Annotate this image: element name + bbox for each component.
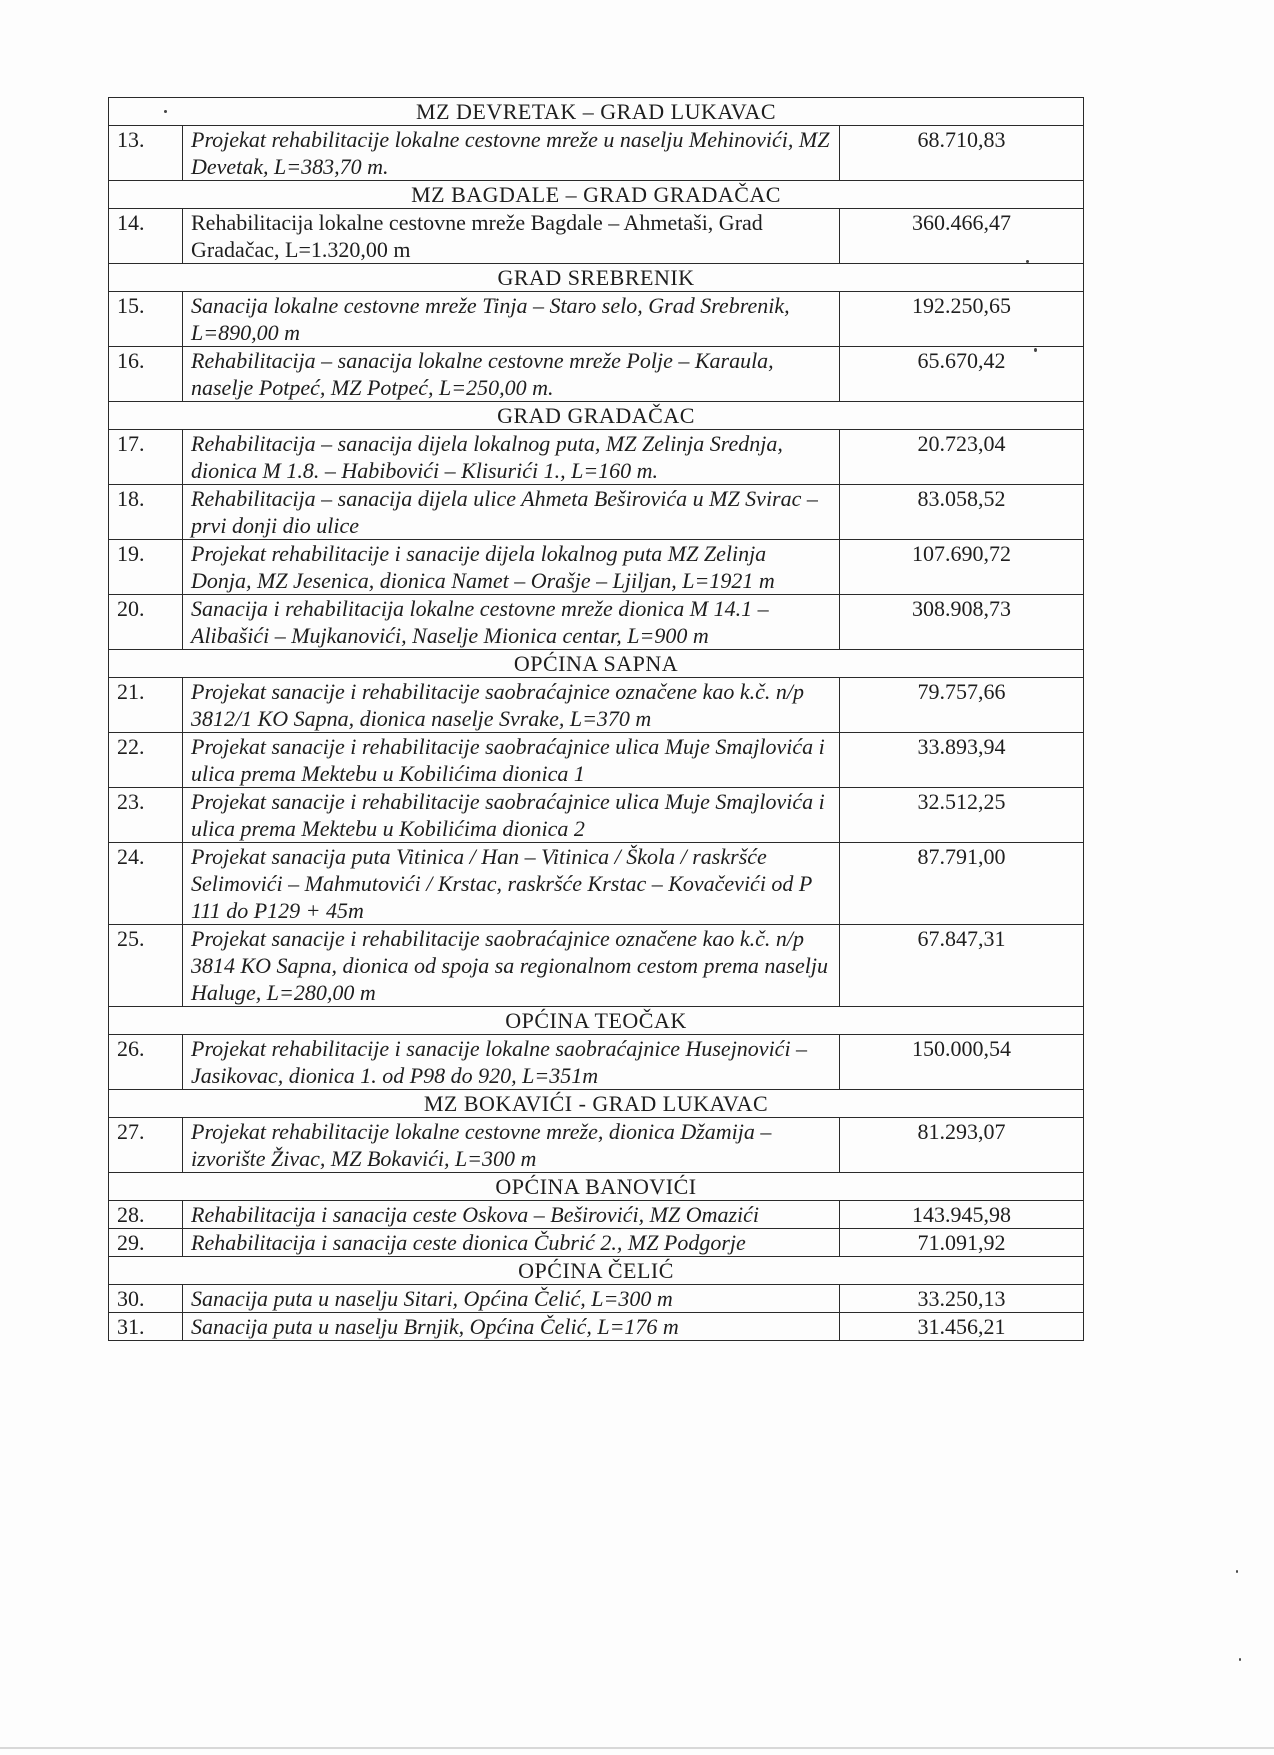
project-amount: 192.250,65	[840, 292, 1084, 347]
section-heading: GRAD GRADAČAC	[109, 402, 1084, 430]
project-amount: 68.710,83	[840, 126, 1084, 181]
table-row	[109, 540, 1084, 595]
section-header-row	[109, 650, 1084, 678]
section-heading: OPĆINA SAPNA	[109, 650, 1084, 678]
table-row	[109, 678, 1084, 733]
table-row	[109, 1285, 1084, 1313]
project-description: Sanacija i rehabilitacija lokalne cestovne mreže dionica M 14.1 – Alibašići – Mujkanovići, Naselje Mionica centar, L=900 m	[183, 595, 840, 650]
table-row	[109, 1118, 1084, 1173]
section-header-row	[109, 1257, 1084, 1285]
row-number: 16.	[109, 347, 183, 402]
section-header-row	[109, 1007, 1084, 1035]
project-amount: 308.908,73	[840, 595, 1084, 650]
table-row	[109, 126, 1084, 181]
project-description: Rehabilitacija – sanacija dijela ulice Ahmeta Beširovića u MZ Svirac – prvi donji dio ulice	[183, 485, 840, 540]
table-row	[109, 209, 1084, 264]
projects-table	[108, 97, 1084, 1341]
row-number: 18.	[109, 485, 183, 540]
section-header-row	[109, 98, 1084, 126]
scan-speck	[1236, 1570, 1238, 1573]
project-description: Projekat sanacije i rehabilitacije saobraćajnice ulica Muje Smajlovića i ulica prema Mektebu u Kobilićima dionica 1	[183, 733, 840, 788]
section-header-row	[109, 181, 1084, 209]
row-number: 13.	[109, 126, 183, 181]
scan-speck	[1239, 1658, 1241, 1661]
project-amount: 83.058,52	[840, 485, 1084, 540]
table-row	[109, 1201, 1084, 1229]
table-row	[109, 733, 1084, 788]
row-number: 17.	[109, 430, 183, 485]
row-number: 25.	[109, 925, 183, 1007]
table-row	[109, 788, 1084, 843]
scan-speck	[164, 110, 167, 113]
project-description: Rehabilitacija – sanacija lokalne cestovne mreže Polje – Karaula, naselje Potpeć, MZ Potpeć, L=250,00 m.	[183, 347, 840, 402]
row-number: 21.	[109, 678, 183, 733]
table-row	[109, 843, 1084, 925]
project-description: Projekat sanacije i rehabilitacije saobraćajnice ulica Muje Smajlovića i ulica prema Mektebu u Kobilićima dionica 2	[183, 788, 840, 843]
project-description: Rehabilitacija – sanacija dijela lokalnog puta, MZ Zelinja Srednja, dionica M 1.8. – Habibovići – Klisurići 1., L=160 m.	[183, 430, 840, 485]
project-description: Rehabilitacija i sanacija ceste Oskova – Beširovići, MZ Omazići	[183, 1201, 840, 1229]
project-description: Projekat rehabilitacije i sanacije lokalne saobraćajnice Husejnovići – Jasikovac, dionica 1. od P98 do 920, L=351m	[183, 1035, 840, 1090]
section-header-row	[109, 1090, 1084, 1118]
section-heading: MZ BOKAVIĆI - GRAD LUKAVAC	[109, 1090, 1084, 1118]
project-description: Projekat sanacija puta Vitinica / Han – Vitinica / Škola / raskršće Selimovići – Mahmutovići / Krstac, raskršće Krstac – Kovačevići od P 111 do P129 + 45m	[183, 843, 840, 925]
section-header-row	[109, 402, 1084, 430]
project-amount: 20.723,04	[840, 430, 1084, 485]
row-number: 23.	[109, 788, 183, 843]
project-description: Projekat rehabilitacije lokalne cestovne mreže, dionica Džamija – izvorište Živac, MZ Bokavići, L=300 m	[183, 1118, 840, 1173]
row-number: 29.	[109, 1229, 183, 1257]
row-number: 31.	[109, 1313, 183, 1341]
project-amount: 360.466,47	[840, 209, 1084, 264]
table-row	[109, 925, 1084, 1007]
table-row	[109, 292, 1084, 347]
project-amount: 71.091,92	[840, 1229, 1084, 1257]
project-description: Sanacija puta u naselju Brnjik, Općina Čelić, L=176 m	[183, 1313, 840, 1341]
project-amount: 143.945,98	[840, 1201, 1084, 1229]
row-number: 22.	[109, 733, 183, 788]
scan-edge	[0, 1747, 1274, 1749]
project-amount: 67.847,31	[840, 925, 1084, 1007]
row-number: 19.	[109, 540, 183, 595]
table-row	[109, 1229, 1084, 1257]
section-heading: OPĆINA BANOVIĆI	[109, 1173, 1084, 1201]
row-number: 20.	[109, 595, 183, 650]
section-header-row	[109, 1173, 1084, 1201]
section-heading: MZ BAGDALE – GRAD GRADAČAC	[109, 181, 1084, 209]
project-description: Projekat sanacije i rehabilitacije saobraćajnice označene kao k.č. n/p 3812/1 KO Sapna, dionica naselje Svrake, L=370 m	[183, 678, 840, 733]
section-heading: MZ DEVRETAK – GRAD LUKAVAC	[109, 98, 1084, 126]
table-row	[109, 1313, 1084, 1341]
scan-speck	[1026, 260, 1029, 263]
project-amount: 79.757,66	[840, 678, 1084, 733]
row-number: 30.	[109, 1285, 183, 1313]
row-number: 28.	[109, 1201, 183, 1229]
table-row	[109, 595, 1084, 650]
project-amount: 33.250,13	[840, 1285, 1084, 1313]
table-row	[109, 485, 1084, 540]
project-amount: 31.456,21	[840, 1313, 1084, 1341]
project-description: Projekat rehabilitacije i sanacije dijela lokalnog puta MZ Zelinja Donja, MZ Jesenica, dionica Namet – Orašje – Ljiljan, L=1921 m	[183, 540, 840, 595]
project-description: Projekat sanacije i rehabilitacije saobraćajnice označene kao k.č. n/p 3814 KO Sapna, dionica od spoja sa regionalnom cestom prema naselju Haluge, L=280,00 m	[183, 925, 840, 1007]
project-amount: 107.690,72	[840, 540, 1084, 595]
project-amount: 150.000,54	[840, 1035, 1084, 1090]
project-amount: 32.512,25	[840, 788, 1084, 843]
scan-speck	[1034, 348, 1037, 352]
row-number: 14.	[109, 209, 183, 264]
project-description: Rehabilitacija lokalne cestovne mreže Bagdale – Ahmetaši, Grad Gradačac, L=1.320,00 m	[183, 209, 840, 264]
project-amount: 87.791,00	[840, 843, 1084, 925]
section-heading: OPĆINA ČELIĆ	[109, 1257, 1084, 1285]
table-row	[109, 347, 1084, 402]
row-number: 27.	[109, 1118, 183, 1173]
row-number: 15.	[109, 292, 183, 347]
table-row	[109, 1035, 1084, 1090]
section-header-row	[109, 264, 1084, 292]
project-amount: 81.293,07	[840, 1118, 1084, 1173]
project-description: Sanacija lokalne cestovne mreže Tinja – Staro selo, Grad Srebrenik, L=890,00 m	[183, 292, 840, 347]
table-row	[109, 430, 1084, 485]
row-number: 26.	[109, 1035, 183, 1090]
project-description: Projekat rehabilitacije lokalne cestovne mreže u naselju Mehinovići, MZ Devetak, L=383,70 m.	[183, 126, 840, 181]
project-amount: 65.670,42	[840, 347, 1084, 402]
row-number: 24.	[109, 843, 183, 925]
section-heading: OPĆINA TEOČAK	[109, 1007, 1084, 1035]
projects-table-body	[109, 98, 1084, 1341]
section-heading: GRAD SREBRENIK	[109, 264, 1084, 292]
project-description: Sanacija puta u naselju Sitari, Općina Čelić, L=300 m	[183, 1285, 840, 1313]
project-description: Rehabilitacija i sanacija ceste dionica Čubrić 2., MZ Podgorje	[183, 1229, 840, 1257]
project-amount: 33.893,94	[840, 733, 1084, 788]
